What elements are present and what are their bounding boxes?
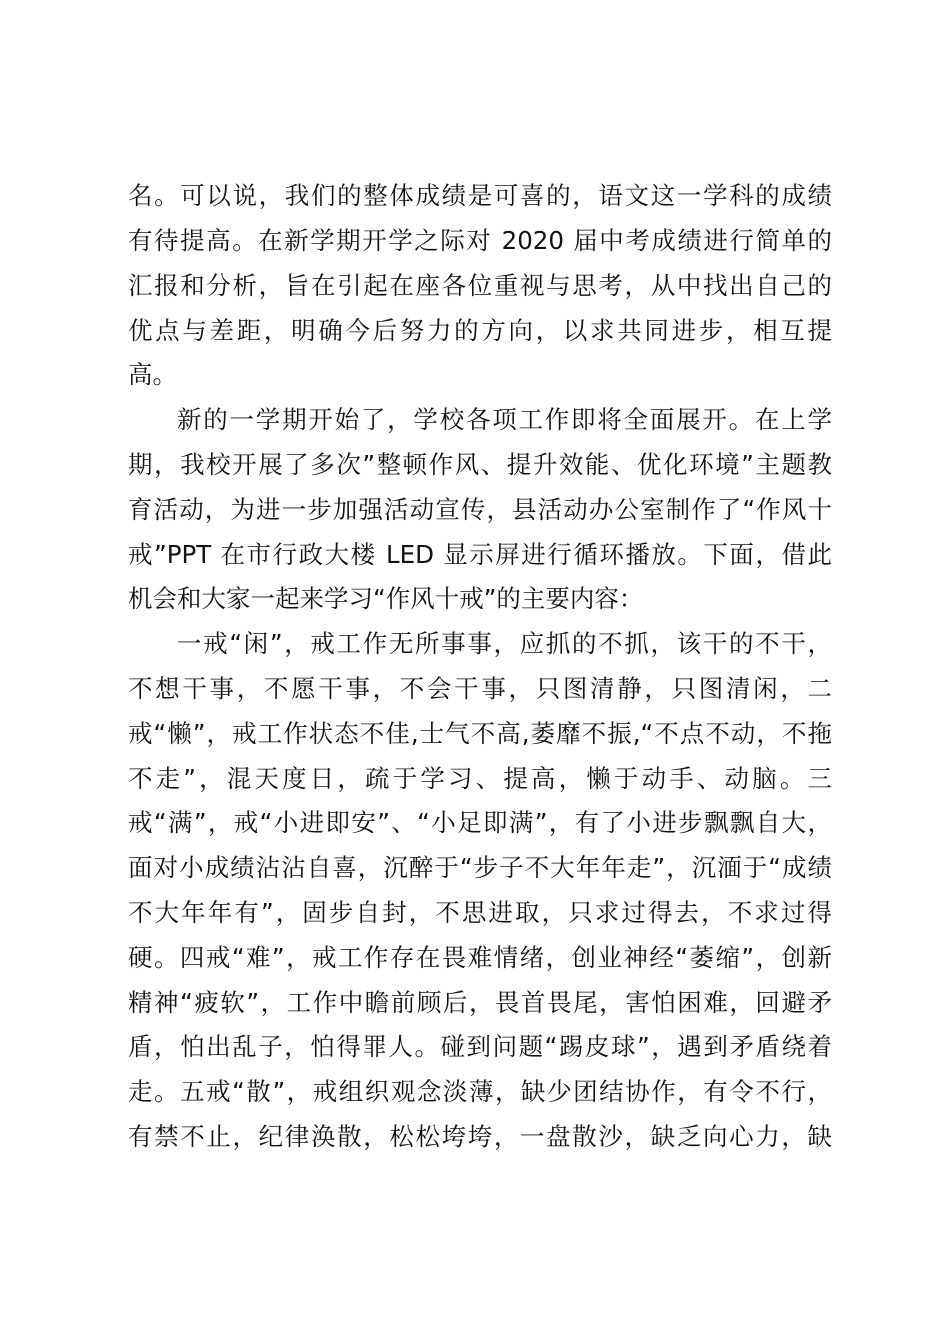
text-line: 高。 <box>128 360 177 389</box>
text-line: 期，我校开展了多次”整顿作风、提升效能、优化环境”主题教 <box>128 450 832 479</box>
text-line: 不走”，混天度日，疏于学习、提高，懒于动手、动脑。三 <box>128 764 832 793</box>
text-line: 有待提高。在新学期开学之际对 2020 届中考成绩进行简单的 <box>128 226 832 255</box>
text-line: 机会和大家一起来学习“作风十戒”的主要内容： <box>128 584 644 613</box>
paragraph-first-line: 新的一学期开始了，学校各项工作即将全面展开。在上学 <box>177 405 832 434</box>
text-line: 不想干事，不愿干事，不会干事，只图清静，只图清闲，二 <box>128 674 832 703</box>
text-line: 硬。四戒“难”，戒工作存在畏难情绪，创业神经“萎缩”，创新 <box>128 943 832 972</box>
text-line: 戒“满”，戒“小进即安”、“小足即满”，有了小进步飘飘自大， <box>128 808 832 837</box>
text-line: 戒”PPT 在市行政大楼 LED 显示屏进行循环播放。下面，借此 <box>128 540 832 569</box>
text-line: 优点与差距，明确今后努力的方向，以求共同进步，相互提 <box>128 316 832 345</box>
text-line: 名。可以说，我们的整体成绩是可喜的，语文这一学科的成绩 <box>128 181 832 210</box>
text-line: 面对小成绩沾沾自喜，沉醉于“步子不大年年走”，沉湎于“成绩 <box>128 853 832 882</box>
text-line: 盾，怕出乱子，怕得罪人。碰到问题“踢皮球”，遇到矛盾绕着 <box>128 1032 832 1061</box>
text-line: 不大年年有”，固步自封，不思进取，只求过得去，不求过得 <box>128 898 832 927</box>
text-line: 精神“疲软”，工作中瞻前顾后，畏首畏尾，害怕困难，回避矛 <box>128 988 832 1017</box>
text-line: 育活动，为进一步加强活动宣传，县活动办公室制作了“作风十 <box>128 495 832 524</box>
text-line: 有禁不止，纪律涣散，松松垮垮，一盘散沙，缺乏向心力，缺 <box>128 1122 832 1151</box>
text-line: 走。五戒“散”，戒组织观念淡薄，缺少团结协作，有令不行， <box>128 1077 832 1106</box>
paragraph-first-line: 一戒“闲”，戒工作无所事事，应抓的不抓，该干的不干， <box>177 629 832 658</box>
text-line: 汇报和分析，旨在引起在座各位重视与思考，从中找出自己的 <box>128 271 832 300</box>
text-line: 戒“懒”，戒工作状态不佳,士气不高,萎靡不振,“不点不动，不拖 <box>128 719 832 748</box>
